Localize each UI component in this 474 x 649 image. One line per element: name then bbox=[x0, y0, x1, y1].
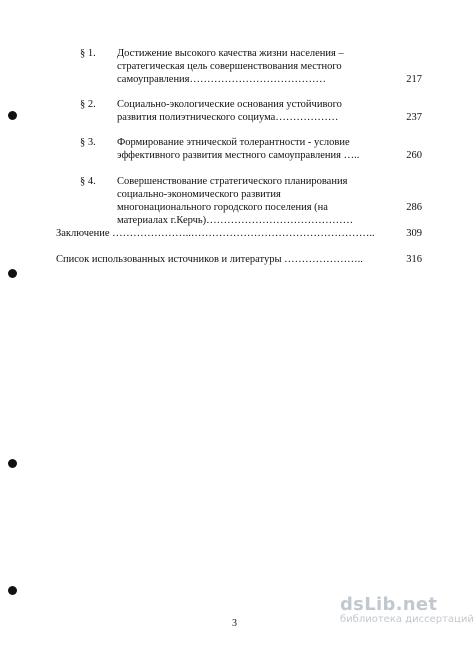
page-number: 3 bbox=[232, 618, 237, 629]
section-title: Социально-экологические основания устойчивого развития полиэтнического социума……………… bbox=[117, 99, 342, 123]
punch-hole-mark bbox=[8, 111, 17, 120]
section-number: § 4. bbox=[80, 176, 96, 187]
section-page-number: 237 bbox=[406, 112, 422, 123]
conclusion-page-number: 309 bbox=[406, 228, 422, 239]
section-page-number: 260 bbox=[406, 150, 422, 161]
section-page-number: 286 bbox=[406, 202, 422, 213]
section-number: § 1. bbox=[80, 48, 96, 59]
section-number: § 2. bbox=[80, 99, 96, 110]
section-title: Формирование этнической толерантности - условие эффективного развития местного самоуправления ….. bbox=[117, 137, 360, 161]
watermark-subtitle: библиотека диссертаций bbox=[340, 614, 474, 625]
references-page-number: 316 bbox=[406, 254, 422, 265]
punch-hole-mark bbox=[8, 586, 17, 595]
conclusion-title: Заключение …………………..…………………………………………….. bbox=[56, 228, 375, 239]
section-title: Совершенствование стратегического планирования социально-экономического развития многонационального городского поселения (на материалах г.Керчь)…………………………………… bbox=[117, 176, 354, 226]
punch-hole-mark bbox=[8, 459, 17, 468]
section-number: § 3. bbox=[80, 137, 96, 148]
watermark-logo: dsLib.net bbox=[340, 594, 438, 615]
punch-hole-mark bbox=[8, 269, 17, 278]
references-title: Список использованных источников и литературы ………………….. bbox=[56, 254, 363, 265]
watermark bbox=[340, 594, 474, 626]
section-page-number: 217 bbox=[406, 74, 422, 85]
section-title: Достижение высокого качества жизни населения – стратегическая цель совершенствования местного самоуправления………………………………… bbox=[117, 48, 344, 85]
